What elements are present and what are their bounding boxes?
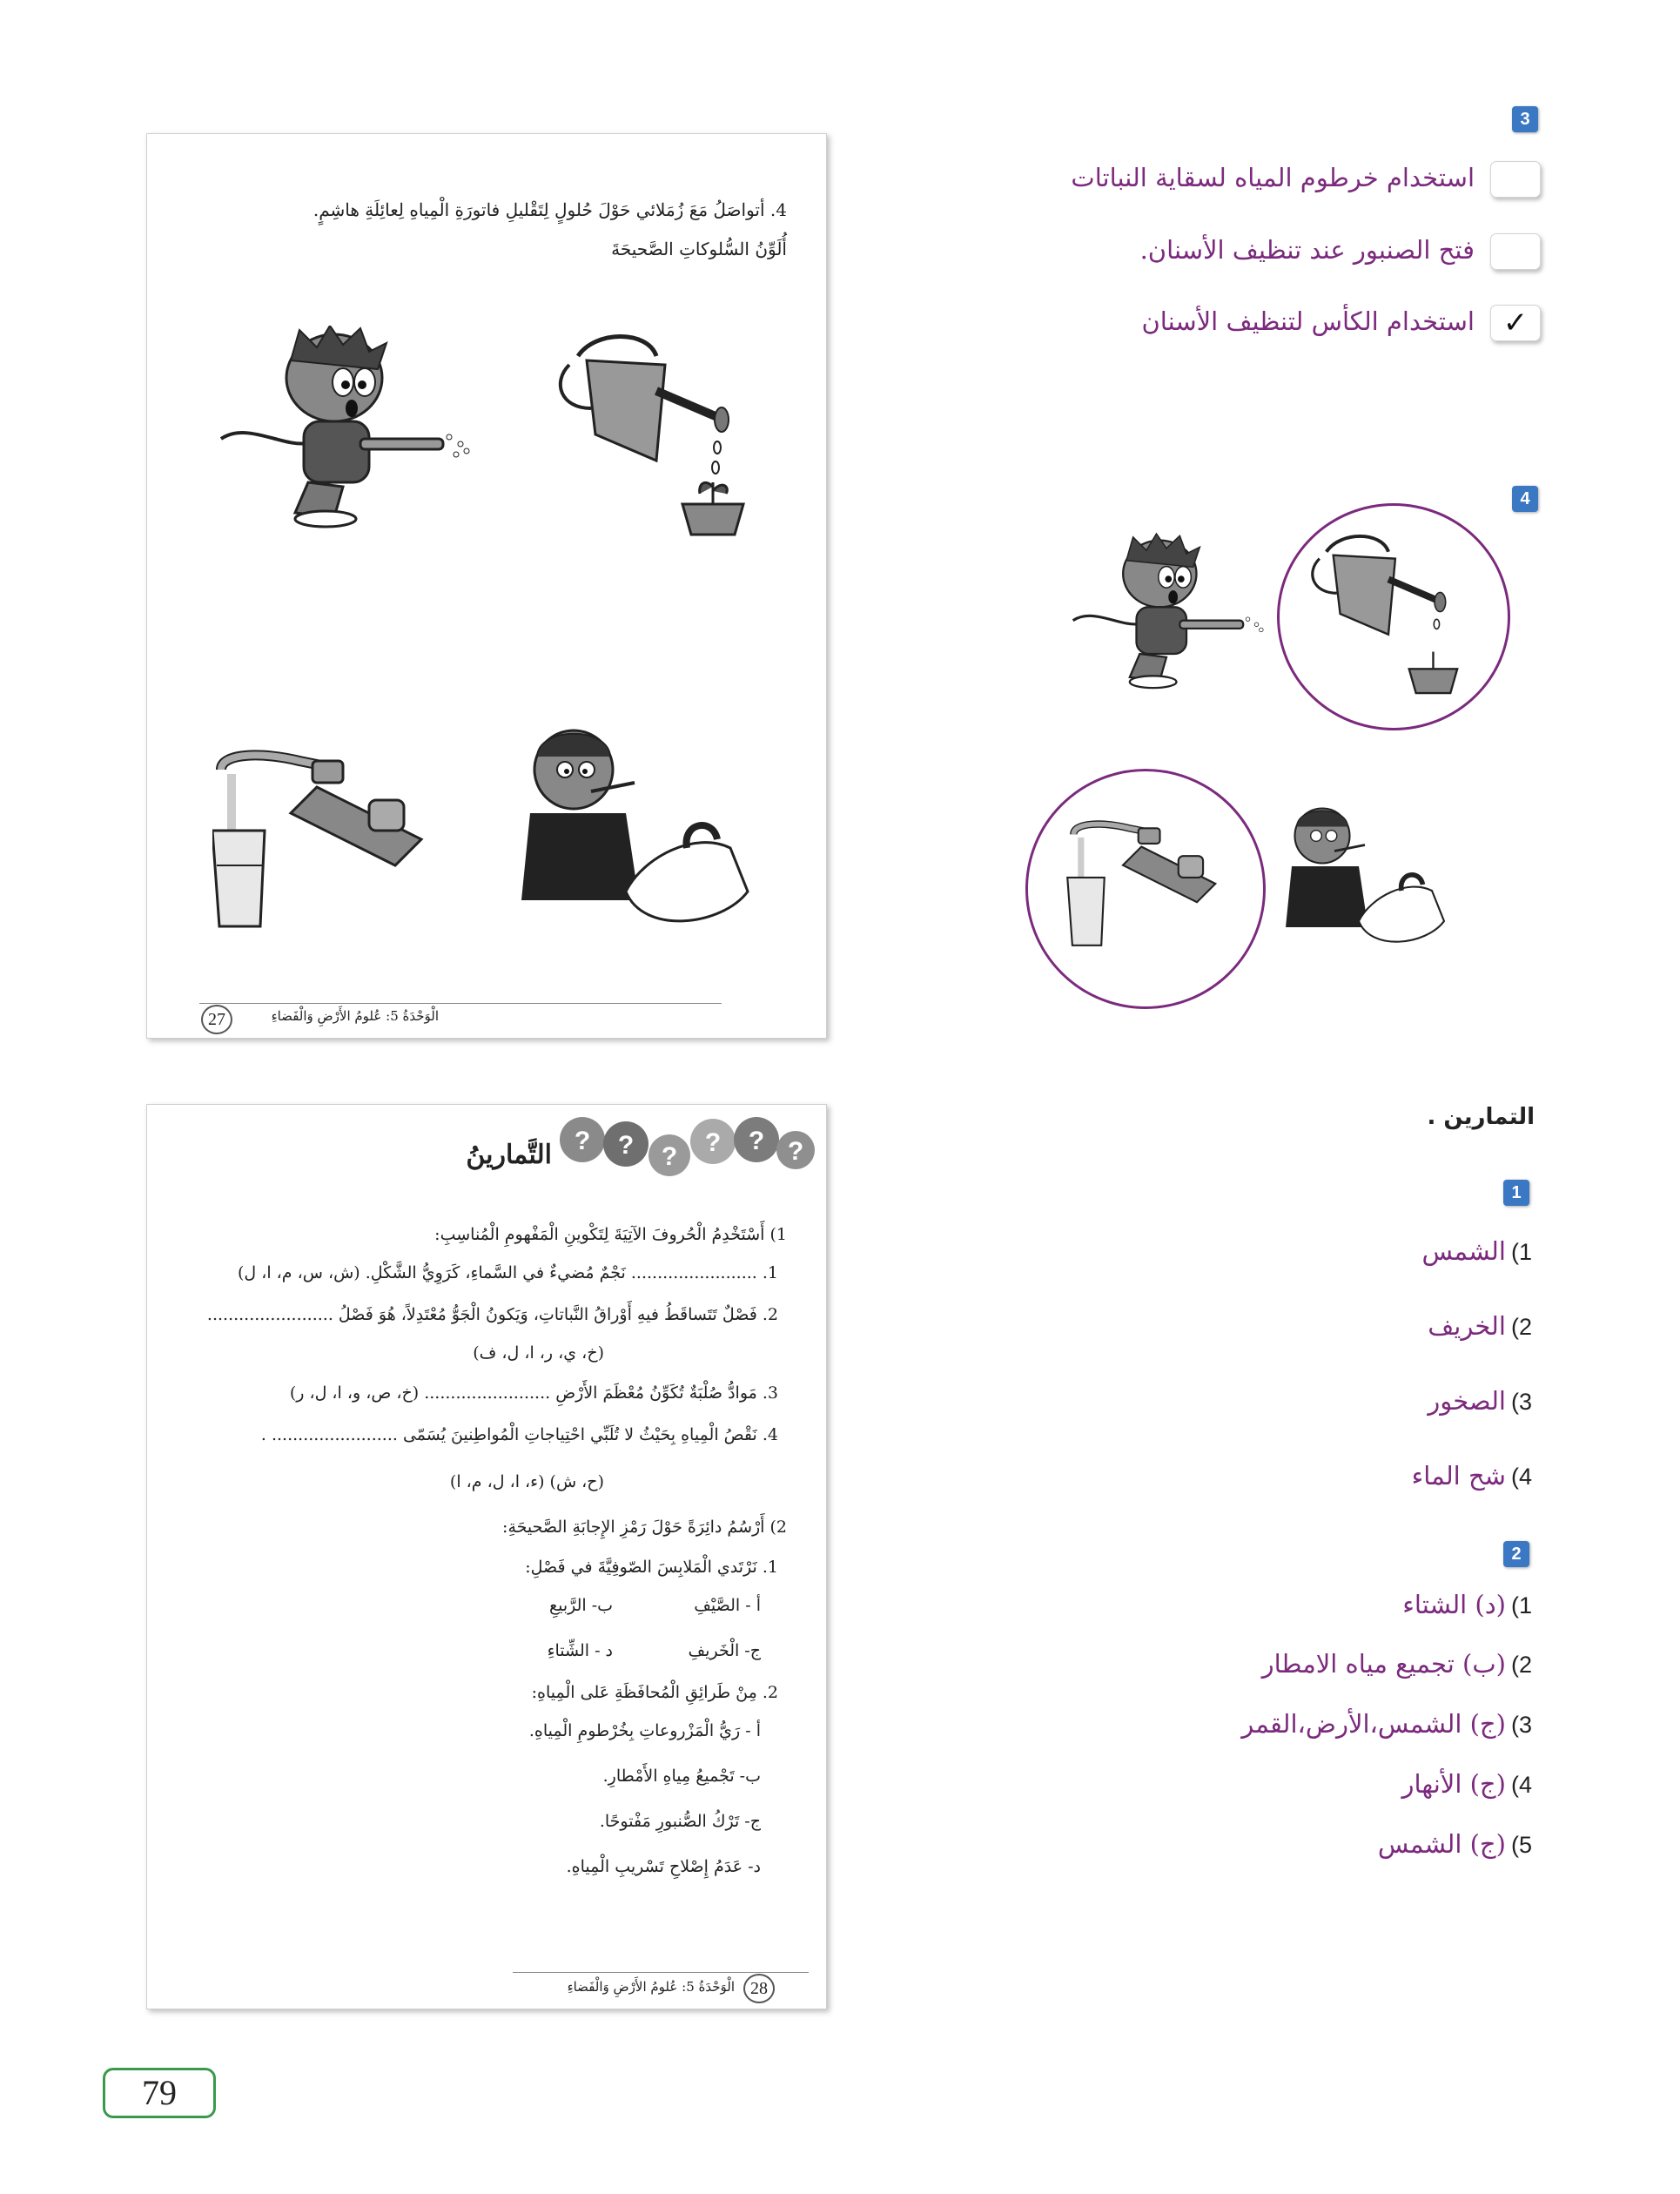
exercise-group-2-answers (1132, 1590, 1532, 1877)
small-boy-hose-illustration (1066, 531, 1267, 697)
exercises-heading: التمارين . (1427, 1104, 1535, 1130)
answer-text: (د) الشتاء (1402, 1590, 1506, 1619)
small-watering-can-illustration (1306, 531, 1471, 697)
q1-item-2-letters: (خ، ي، ر، ا، ل، ف) (473, 1343, 604, 1363)
q2-sub1: 1. نَرْتَدي الْمَلابِسَ الصّوفِيَّةَ في فَصْلِ: (525, 1558, 778, 1577)
answer-text: (ج) الأنهار (1401, 1769, 1506, 1799)
page-28-footer (147, 1965, 826, 2009)
q2-sub1-option-c: ج- الْخَريفِ (688, 1641, 761, 1660)
worksheet-page-27 (146, 133, 827, 1039)
watering-can-illustration (552, 330, 761, 539)
label-use-cup: استخدام الكأس لتنظيف الأسنان (1141, 306, 1475, 336)
question-4-text: 4. أتواصَلُ مَعَ زُمَلائي حَوْلَ حُلولٍ لِتَقْليلِ فاتورَةِ الْمِياهِ لِعائِلَةِ هاشِمٍ. (312, 199, 787, 220)
q2-sub2-option-c: ج- تَرْكُ الصُّنبورِ مَفْتوحًا. (599, 1812, 761, 1831)
answer-text: الصخور (1428, 1386, 1506, 1416)
svg-text:?: ? (574, 1127, 591, 1155)
answer-2-2 (1262, 1649, 1532, 1679)
answer-1-4 (1412, 1461, 1532, 1491)
footer-line (513, 1972, 809, 1973)
section-3-badge: 3 (1512, 106, 1538, 132)
q1-heading: 1) أَسْتَخْدِمُ الْحُروفَ الآتِيَةَ لِتَكْوينِ الْمَفْهومِ الْمُناسِبِ: (434, 1225, 787, 1244)
exercise-group-1-badge: 1 (1503, 1180, 1529, 1206)
q2-sub2-option-b: ب- تَجْميعُ مِياهِ الأَمْطارِ. (602, 1767, 761, 1786)
answer-2-4 (1402, 1769, 1532, 1799)
q2-sub1-option-d: د - الشِّتاءِ (547, 1641, 613, 1660)
checkbox-hose-watering[interactable] (1490, 161, 1541, 198)
q1-item-2: 2. فَصْلٌ تَتَساقَطُ فيهِ أَوْراقُ النَّباتاتِ، وَيَكونُ الْجَوُّ مُعْتَدِلاً، هُوَ فَصْلُ ........................ (206, 1305, 778, 1324)
answer-text: شح الماء (1411, 1461, 1506, 1491)
exercise-group-2-badge: 2 (1503, 1541, 1529, 1567)
question-marks-decoration (556, 1105, 817, 1192)
label-hose-watering: استخدام خرطوم المياه لسقاية النباتات (1071, 163, 1475, 192)
q2-sub2-option-a: أ - رَيُّ الْمَزْروعاتِ بِخُرْطومِ الْمِياهِ. (528, 1721, 761, 1740)
q2-sub2-option-d: د- عَدَمُ إِصْلاحِ تَسْريبِ الْمِياهِ. (566, 1857, 761, 1876)
faucet-glass-illustration (212, 735, 474, 944)
answer-number: 3) (1510, 1712, 1532, 1738)
boy-brushing-teeth-illustration (513, 717, 774, 944)
q2-sub1-option-b: ب- الرَّبيعِ (548, 1596, 613, 1615)
q2-sub1-option-a: أ - الصَّيْفِ (694, 1596, 761, 1615)
answer-2-5 (1378, 1829, 1532, 1859)
q1-item-4-letters: (ح، ش) (ء، ا، ل، م، ا) (449, 1472, 604, 1491)
answer-1-2 (1428, 1311, 1532, 1341)
answer-number: 2) (1510, 1314, 1532, 1340)
answer-text: (ب) تجميع مياه الامطار (1261, 1649, 1506, 1679)
svg-text:?: ? (704, 1128, 722, 1157)
checkbox-use-cup[interactable]: ✓ (1490, 305, 1541, 341)
answer-1-3 (1428, 1386, 1532, 1416)
page-number: 79 (103, 2068, 216, 2118)
answer-number: 2) (1510, 1652, 1532, 1678)
answer-text: الشمس (1421, 1236, 1506, 1266)
small-faucet-glass-illustration (1066, 810, 1253, 958)
svg-text:?: ? (748, 1127, 765, 1155)
page-27-footer (147, 1003, 826, 1038)
page-27-number: 27 (201, 1005, 232, 1034)
answer-text: (ج) الشمس (1377, 1829, 1506, 1859)
page-28-number: 28 (743, 1974, 775, 2003)
answer-number: 1) (1510, 1592, 1532, 1619)
q2-sub2: 2. مِنْ طَرائِقِ الْمُحافَظَةِ عَلى الْمِياهِ: (531, 1683, 778, 1702)
answer-number: 1) (1510, 1239, 1532, 1265)
small-boy-brushing-illustration (1280, 799, 1462, 958)
answer-2-3 (1241, 1709, 1532, 1739)
answer-2-1 (1402, 1590, 1532, 1619)
answer-number: 4) (1510, 1464, 1532, 1490)
answer-1-1 (1421, 1236, 1532, 1266)
q2-heading: 2) أَرْسُمُ دائِرَةً حَوْلَ رَمْزِ الإِجابَةِ الصَّحيحَةِ: (502, 1518, 787, 1537)
page-27-unit-label: الْوَحْدَةُ 5: عُلومُ الأَرْضِ وَالْفَضاءِ (271, 1008, 439, 1024)
svg-text:?: ? (661, 1142, 678, 1171)
worksheet-page-28 (146, 1104, 827, 2009)
footer-line (199, 1003, 722, 1004)
exercise-group-1-answers (1132, 1236, 1532, 1532)
q1-item-1: 1. ........................ نَجْمٌ مُضيءٌ في السَّماءِ، كَرَوِيُّ الشَّكْلِ. (ش، س، م، ا، ل) (237, 1263, 778, 1282)
section-4-badge: 4 (1512, 486, 1538, 512)
svg-text:?: ? (617, 1131, 635, 1160)
answer-number: 3) (1510, 1389, 1532, 1415)
answer-text: (ج) الشمس،الأرض،القمر (1241, 1709, 1506, 1739)
answer-text: الخريف (1428, 1311, 1506, 1341)
instruction-text: أُلَوِّنُ السُّلوكاتِ الصَّحيحَةَ (611, 239, 787, 259)
page-28-unit-label: الْوَحْدَةُ 5: عُلومُ الأَرْضِ وَالْفَضاءِ (567, 1979, 735, 1995)
exercises-title: التَّمارينُ (466, 1140, 552, 1170)
q1-item-3: 3. مَوادُّ صُلْبَةٌ تُكَوِّنُ مُعْظَمَ الأَرْضِ ........................ (خ، ص، و، ا، ل، ر) (289, 1383, 778, 1403)
svg-text:?: ? (787, 1137, 804, 1166)
checkbox-open-tap[interactable] (1490, 233, 1541, 270)
boy-with-hose-illustration (212, 326, 474, 535)
label-open-tap: فتح الصنبور عند تنظيف الأسنان. (1139, 235, 1475, 265)
answer-number: 5) (1510, 1832, 1532, 1858)
answer-number: 4) (1510, 1772, 1532, 1798)
q1-item-4: 4. نَقْصُ الْمِياهِ بِحَيْثُ لا تُلَبِّي احْتِياجاتِ الْمُواطِنينَ يُسَمّى ........................ . (260, 1425, 778, 1444)
